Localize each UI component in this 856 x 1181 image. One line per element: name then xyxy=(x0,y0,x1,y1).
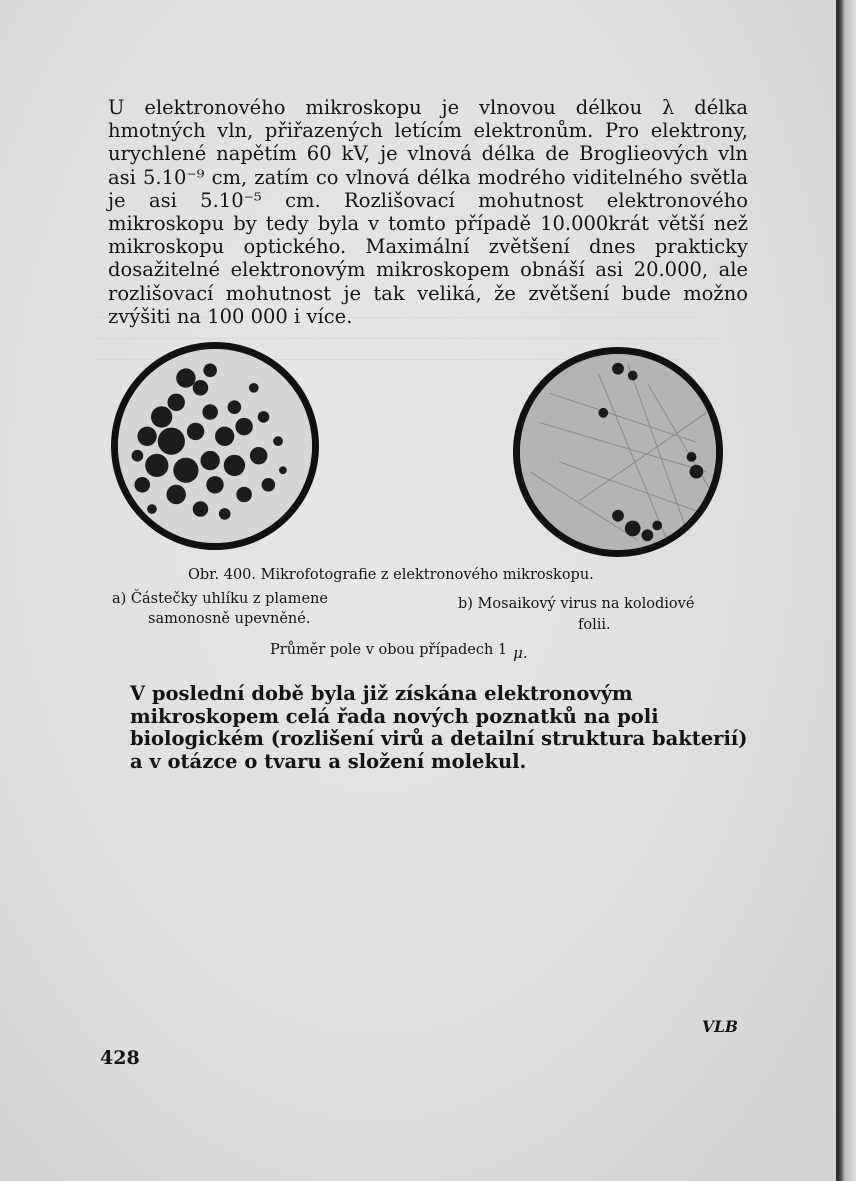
library-stamp: VLB xyxy=(702,1017,739,1036)
page-number: 428 xyxy=(100,1047,140,1069)
carbon-particles-image xyxy=(118,349,312,543)
caption-b-line1: b) Mosaikový virus na kolodiové xyxy=(458,596,695,612)
intro-paragraph: U elektronového mikroskopu je vlnovou délkou λ délka hmotných vln, přiřazených letícím elektronům. Pro elektrony, urychlené napětím 60 kV, je vlnová délka de Broglieových vln asi 5.10⁻⁹ cm, zatím co vlnová délka modrého viditelného světla je asi 5.10⁻⁵ cm. Rozlišovací mohutnost elektronového mikroskopu by tedy byla v tomto případě 10.000krát větší než mikroskopu optického. Maximální zvětšení dnes prakticky dosažitelné elektronovým mikroskopem obnáší asi 20.000, ale rozlišovací mohutnost je tak veliká, že zvětšení bude možno zvýšiti na 100 000 i více. xyxy=(108,96,748,328)
micrograph-carbon-particles xyxy=(111,342,319,550)
field-diameter-text: Průměr pole v obou případech 1 xyxy=(270,642,508,658)
caption-a-line1: a) Částečky uhlíku z plamene xyxy=(112,591,328,607)
caption-a-line2: samonosně upevněné. xyxy=(148,611,311,627)
micrograph-mosaic-virus xyxy=(513,347,723,557)
closing-paragraph: V poslední době byla již získána elektronovým mikroskopem celá řada nových poznatků na poli biologickém (rozlišení virů a detailní struktura bakterií) a v otázce o tvaru a složení molekul. xyxy=(130,682,748,773)
micron-unit: μ. xyxy=(513,644,528,662)
field-diameter-note xyxy=(270,640,528,660)
caption-b-line2: folii. xyxy=(578,617,611,633)
mosaic-virus-image xyxy=(520,354,716,550)
book-spine-shadow xyxy=(836,0,856,1181)
figure-caption: Obr. 400. Mikrofotografie z elektronového mikroskopu. xyxy=(188,567,594,583)
